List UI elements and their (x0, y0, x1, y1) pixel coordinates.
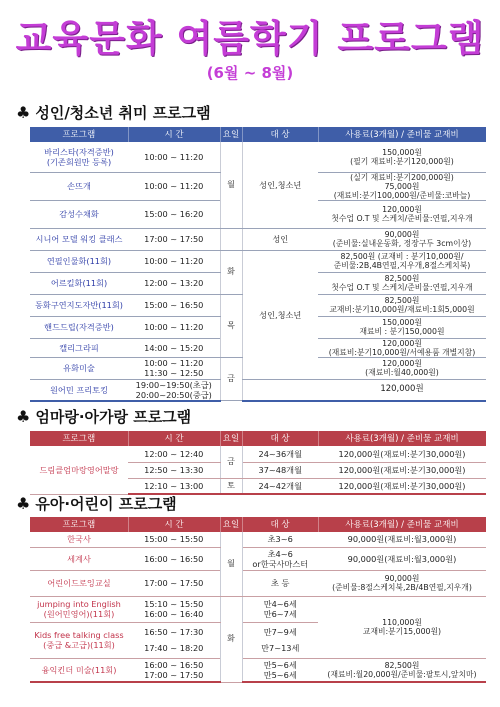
header-fee: 사용료(3개월) / 준비물 교재비 (318, 517, 486, 532)
day-cell: 목 (220, 294, 242, 357)
header-target: 대 상 (242, 431, 318, 446)
course-name: 한국사 (30, 532, 128, 547)
course-fee: 150,000원 재료비 : 분기150,000원 (318, 316, 486, 338)
course-time: 14:00 ~ 15:20 (128, 338, 220, 357)
course-time: 12:50 ~ 13:30 (128, 462, 220, 478)
header-fee: 사용료(3개월) / 준비물 교재비 (318, 127, 486, 142)
header-day: 요일 (220, 127, 242, 142)
course-fee: 120,000원 (재료비:월40,000원) (318, 357, 486, 379)
section-kids-title: ♣ 유아·어린이 프로그램 (16, 494, 177, 513)
course-time: 10:00 ~ 11:20 (128, 142, 220, 172)
course-name: 세계사 (30, 547, 128, 570)
day-cell: 월 (220, 532, 242, 596)
target-cell: 초4~6 or한국사마스터 (242, 547, 318, 570)
course-time: 19:00~19:50(초급) 20:00~20:50(중급) (128, 379, 220, 401)
course-time: 12:00 ~ 13:20 (128, 272, 220, 294)
table-row (30, 658, 486, 682)
course-time: 17:00 ~ 17:50 (128, 228, 220, 250)
header-target: 대 상 (242, 517, 318, 532)
adult-program-table (30, 127, 487, 402)
course-name: 드림클엄마랑영어말랑 (30, 446, 128, 494)
course-time: 10:00 ~ 11:20 (128, 316, 220, 338)
course-name: 융익킨더 미술(11회) (30, 658, 128, 682)
header-day: 요일 (220, 517, 242, 532)
course-name: 감성수채화 (30, 200, 128, 228)
table-row (30, 446, 486, 462)
course-name: 원어민 프리토킹 (30, 379, 128, 401)
target-cell: 37~48개월 (242, 462, 318, 478)
kids-program-table (30, 517, 487, 683)
day-cell: 월 (220, 142, 242, 228)
course-fee: 120,000원 (318, 379, 486, 401)
page-title: 교육문화 여름학기 프로그램 (15, 17, 485, 60)
target-cell: 초3~6 (242, 532, 318, 547)
course-name: 어린이드로잉교실 (30, 570, 128, 596)
course-fee: 120,000원(재료비:분기30,000원) (318, 478, 486, 494)
table-row (30, 570, 486, 596)
club-icon: ♣ (16, 407, 31, 426)
table-row (30, 596, 486, 622)
course-name: Kids free talking class (중급 &고급)(11회) (30, 622, 128, 658)
course-time: 10:00 ~ 11:20 (128, 250, 220, 272)
table-row (30, 142, 486, 172)
mom-baby-program-table (30, 431, 487, 495)
section-adult-title: ♣ 성인/청소년 취미 프로그램 (16, 103, 211, 122)
table-header-row (30, 431, 486, 446)
table-header-row (30, 127, 486, 142)
target-cell: 성인,청소년 (242, 142, 318, 228)
header-day: 요일 (220, 431, 242, 446)
course-name: 시니어 모델 워킹 클래스 (30, 228, 128, 250)
course-fee: 120,000원 (재료비:분기10,000원/서예용품 개별지참) (318, 338, 486, 357)
section-mom-baby-title: ♣ 엄마랑·아가랑 프로그램 (16, 407, 192, 426)
course-time: 15:10 ~ 15:50 16:00 ~ 16:40 (128, 596, 220, 622)
target-cell: 만4~6세 만6~7세 (242, 596, 318, 622)
course-fee: 90,000원(재료비:월3,000원) (318, 532, 486, 547)
course-fee: 82,500원 교재비:분기10,000원/재료비:1회5,000원 (318, 294, 486, 316)
day-cell (220, 228, 242, 250)
header-program: 프로그램 (30, 517, 128, 532)
table-row (30, 228, 486, 250)
course-name: 핸드드립(자격증반) (30, 316, 128, 338)
course-time: 15:00 ~ 16:20 (128, 200, 220, 228)
course-time: 16:00 ~ 16:50 (128, 547, 220, 570)
course-name: jumping into English (원어민영어)(11회) (30, 596, 128, 622)
target-cell (242, 379, 318, 401)
target-cell: 24~42개월 (242, 478, 318, 494)
target-cell: 24~36개월 (242, 446, 318, 462)
table-row (30, 250, 486, 272)
page-subtitle: (6월 ~ 8월) (206, 64, 294, 82)
table-header-row (30, 517, 486, 532)
course-time: 15:00 ~ 16:50 (128, 294, 220, 316)
header-program: 프로그램 (30, 127, 128, 142)
target-cell: 초 등 (242, 570, 318, 596)
course-name: 동화구연지도자반(11회) (30, 294, 128, 316)
course-fee: 120,000원(재료비:분기30,000원) (318, 462, 486, 478)
course-name: 손뜨개 (30, 172, 128, 200)
header-time: 시 간 (128, 431, 220, 446)
day-cell: 토 (220, 478, 242, 494)
table-row (30, 532, 486, 547)
course-fee: 110,000원 교재비:분기15,000원) (318, 596, 486, 658)
day-cell: 금 (220, 446, 242, 478)
course-time: 16:50 ~ 17:30 17:40 ~ 18:20 (128, 622, 220, 658)
target-cell: 성인 (242, 228, 318, 250)
club-icon: ♣ (16, 494, 31, 513)
course-time: 15:00 ~ 15:50 (128, 532, 220, 547)
course-name: 어르킬화(11회) (30, 272, 128, 294)
header-time: 시 간 (128, 127, 220, 142)
course-name: 연필인물화(11회) (30, 250, 128, 272)
course-fee: 90,000원 (준비물:실내운동화, 정장구두 3cm이상) (318, 228, 486, 250)
header-fee: 사용료(3개월) / 준비물 교재비 (318, 431, 486, 446)
table-row (30, 547, 486, 570)
course-time: 12:00 ~ 12:40 (128, 446, 220, 462)
day-cell: 금 (220, 357, 242, 401)
course-fee: 90,000원 (준비물:8절스케치북,2B/4B연필,지우개) (318, 570, 486, 596)
course-fee: 82,500원 (교재비 : 분기10,000원/ 준비물:2B,4B연필,지우개,8절스케치북) (318, 250, 486, 272)
table-row (30, 379, 486, 401)
course-time: 10:00 ~ 11:20 (128, 172, 220, 200)
course-name: 캘리그라피 (30, 338, 128, 357)
course-time: 17:00 ~ 17:50 (128, 570, 220, 596)
day-cell: 화 (220, 596, 242, 682)
club-icon: ♣ (16, 103, 31, 122)
header-target: 대 상 (242, 127, 318, 142)
course-fee: 150,000원 (필기 재료비:분기120,000원) (318, 142, 486, 172)
target-cell: 성인,청소년 (242, 250, 318, 379)
course-fee: 120,000원(재료비:분기30,000원) (318, 446, 486, 462)
day-cell: 화 (220, 250, 242, 294)
course-name: 바리스타(자격증반) (기존회원만 등록) (30, 142, 128, 172)
course-name: 유화미술 (30, 357, 128, 379)
header-time: 시 간 (128, 517, 220, 532)
course-fee: 82,500원 (재료비:월20,000원/준비물:팔토시,앞치마) (318, 658, 486, 682)
header-program: 프로그램 (30, 431, 128, 446)
course-fee: 82,500원 첫수업 O.T 및 스케치/준비물:연필,지우개 (318, 272, 486, 294)
course-fee: 120,000원 첫수업 O.T 및 스케치/준비물:연필,지우개 (318, 200, 486, 228)
course-time: 10:00 ~ 11:20 11:30 ~ 12:50 (128, 357, 220, 379)
course-fee: (실기 재료비:분기200,000원) 75,000원 (재료비:분기100,000원/준비물:코바늘) (318, 172, 486, 200)
target-cell: 만5~6세 만5~6세 (242, 658, 318, 682)
course-time: 12:10 ~ 13:00 (128, 478, 220, 494)
target-cell: 만7~9세 만7~13세 (242, 622, 318, 658)
course-fee: 90,000원(재료비:월3,000원) (318, 547, 486, 570)
course-time: 16:00 ~ 16:50 17:00 ~ 17:50 (128, 658, 220, 682)
